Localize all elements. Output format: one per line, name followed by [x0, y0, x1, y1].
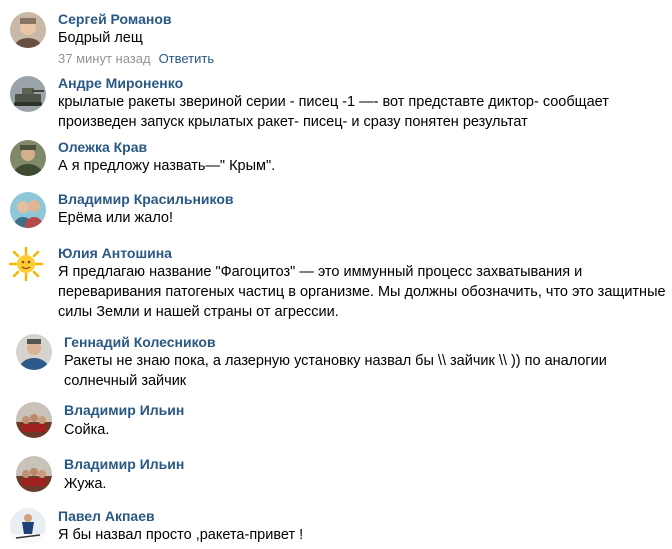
comment-text-line: Сойка.: [64, 422, 110, 438]
comment-text-line: Бодрый лещ: [58, 30, 143, 46]
comment-author[interactable]: Сергей Романов: [58, 11, 172, 27]
comment-text-line: силы Земли и нашей страны от агрессии.: [58, 304, 339, 320]
comment-text-line: переваривания патогеных частиц в организме. Мы должны обозначить, что это защитные: [58, 284, 666, 300]
comment-text-line: произведен запуск крылатых ракет- писец- и сразу понятен результат: [58, 114, 528, 130]
comment-author[interactable]: Владимир Красильников: [58, 191, 234, 207]
crowd-avatar-icon[interactable]: [16, 456, 52, 492]
comment-author[interactable]: Юлия Антошина: [58, 245, 172, 261]
tank-avatar-icon[interactable]: [10, 76, 46, 112]
comment-text-line: солнечный зайчик: [64, 373, 187, 389]
comment-text-line: Жужа.: [64, 476, 107, 492]
comment-text-line: крылатые ракеты звериной серии - писец -1 —- вот представте диктор- сообщает: [58, 94, 609, 110]
reply-button[interactable]: Ответить: [158, 51, 215, 66]
couple-avatar-icon[interactable]: [10, 192, 46, 228]
comment-text-line: Ерёма или жало!: [58, 210, 174, 226]
comment-author[interactable]: Владимир Ильин: [64, 402, 185, 418]
soldier-avatar-icon[interactable]: [10, 140, 46, 176]
person-avatar-icon[interactable]: [16, 334, 52, 370]
skier-avatar-icon[interactable]: [10, 508, 46, 544]
comment-text-line: Я предлагаю название "Фагоцитоз" — это иммунный процесс захватывания и: [58, 264, 583, 280]
comment-author[interactable]: Олежка Крав: [58, 139, 148, 155]
comment-text-line: Я бы назвал просто ,ракета-привет !: [58, 527, 304, 543]
comment-author[interactable]: Андре Мироненко: [58, 75, 184, 91]
comment-text-line: А я предложу назвать—" Крым".: [58, 158, 276, 174]
comment-author[interactable]: Павел Акпаев: [58, 508, 155, 524]
comment-text-line: Ракеты не знаю пока, а лазерную установку назвал бы \\ зайчик \\ )) по аналогии: [64, 353, 607, 369]
crowd-avatar-icon[interactable]: [16, 402, 52, 438]
comment-time[interactable]: 37 минут назад: [58, 51, 151, 66]
comment-meta: [58, 51, 214, 67]
comment-author[interactable]: Владимир Ильин: [64, 456, 185, 472]
person-avatar-icon[interactable]: [10, 12, 46, 48]
comment-author[interactable]: Геннадий Колесников: [64, 334, 216, 350]
sun-avatar-icon[interactable]: [8, 246, 44, 282]
